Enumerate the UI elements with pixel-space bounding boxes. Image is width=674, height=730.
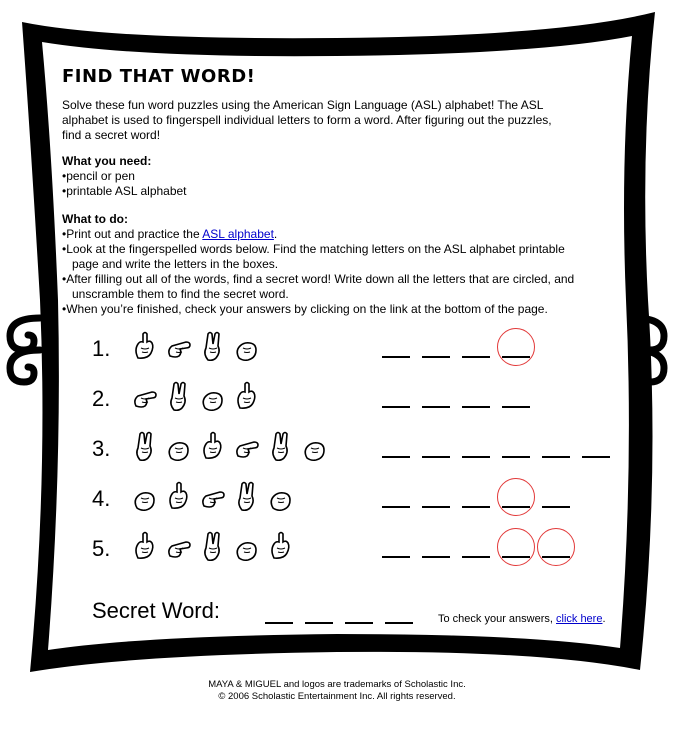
what-you-need-heading: What you need: <box>62 154 152 168</box>
what-you-need-section <box>62 154 592 199</box>
letter-blank[interactable] <box>382 406 410 408</box>
footer-copyright: © 2006 Scholastic Entertainment Inc. All rights reserved. <box>218 691 456 702</box>
letter-blank[interactable] <box>422 456 450 458</box>
letter-blank[interactable] <box>502 406 530 408</box>
fingerspelling-hand-icon <box>266 478 296 514</box>
fingerspelled-word <box>130 478 300 514</box>
todo-item-text: . <box>273 227 278 241</box>
todo-item: • When you’re finished, check your answers by clicking on the link at the bottom of the page. <box>62 302 592 317</box>
fingerspelling-hand-icon <box>130 328 160 364</box>
letter-blank[interactable] <box>462 556 490 558</box>
secret-letter-blank[interactable] <box>385 622 413 624</box>
check-answers-text <box>438 613 606 625</box>
todo-item-text: Print out and practice the <box>66 227 203 241</box>
todo-item <box>62 227 592 242</box>
puzzle-number: 2. <box>92 386 111 411</box>
letter-blank[interactable] <box>542 506 570 508</box>
fingerspelling-hand-icon <box>130 528 160 564</box>
letter-blank[interactable] <box>502 456 530 458</box>
secret-letter-blank[interactable] <box>265 622 293 624</box>
fingerspelling-hand-icon <box>300 428 330 464</box>
footer <box>0 679 674 703</box>
fingerspelling-hand-icon <box>198 328 228 364</box>
fingerspelling-hand-icon <box>130 378 160 414</box>
circled-letter-marker <box>497 328 535 366</box>
fingerspelling-hand-icon <box>164 428 194 464</box>
secret-letter-blank[interactable] <box>305 622 333 624</box>
letter-blank[interactable] <box>382 456 410 458</box>
fingerspelling-hand-icon <box>232 328 262 364</box>
fingerspelling-hand-icon <box>130 428 160 464</box>
fingerspelling-hand-icon <box>164 528 194 564</box>
circled-letter-marker <box>497 528 535 566</box>
fingerspelling-hand-icon <box>198 528 228 564</box>
fingerspelled-word <box>130 528 300 564</box>
circled-letter-marker <box>497 478 535 516</box>
need-item: • pencil or pen <box>62 169 592 184</box>
fingerspelling-hand-icon <box>164 478 194 514</box>
fingerspelling-hand-icon <box>232 528 262 564</box>
letter-blank[interactable] <box>462 456 490 458</box>
check-prefix: To check your answers, <box>438 613 556 625</box>
left-swirl-ornament <box>10 318 40 382</box>
letter-blank[interactable] <box>462 406 490 408</box>
letter-blank[interactable] <box>382 356 410 358</box>
fingerspelled-word <box>130 428 334 464</box>
puzzle-number: 1. <box>92 336 111 361</box>
fingerspelling-hand-icon <box>198 478 228 514</box>
what-to-do-section <box>62 212 592 317</box>
letter-blank[interactable] <box>422 406 450 408</box>
letter-blank[interactable] <box>582 456 610 458</box>
puzzle-number: 5. <box>92 536 111 561</box>
fingerspelling-hand-icon <box>198 428 228 464</box>
letter-blank[interactable] <box>542 456 570 458</box>
letter-blank[interactable] <box>422 506 450 508</box>
todo-item: • After filling out all of the words, find a secret word! Write down all the letters that are circled, and unscramble them to find the secret word. <box>62 272 592 302</box>
puzzle-number: 4. <box>92 486 111 511</box>
page-title: FIND THAT WORD! <box>62 66 256 87</box>
fingerspelling-hand-icon <box>266 528 296 564</box>
letter-blank[interactable] <box>462 506 490 508</box>
letter-blank[interactable] <box>422 356 450 358</box>
fingerspelling-hand-icon <box>266 428 296 464</box>
click-here-link[interactable]: click here <box>556 613 603 625</box>
asl-alphabet-link[interactable]: ASL alphabet <box>202 227 274 241</box>
fingerspelling-hand-icon <box>198 378 228 414</box>
intro-paragraph: Solve these fun word puzzles using the American Sign Language (ASL) alphabet! The ASL alphabet is used to fingerspell individual letters to form a word. After figuring out the puzzles, find a secret word! <box>62 98 552 142</box>
fingerspelling-hand-icon <box>232 478 262 514</box>
letter-blank[interactable] <box>462 356 490 358</box>
letter-blank[interactable] <box>422 556 450 558</box>
what-to-do-heading: What to do: <box>62 212 128 226</box>
fingerspelling-hand-icon <box>164 328 194 364</box>
letter-blank[interactable] <box>382 506 410 508</box>
fingerspelling-hand-icon <box>164 378 194 414</box>
secret-word-label: Secret Word: <box>92 598 220 623</box>
secret-letter-blank[interactable] <box>345 622 373 624</box>
footer-trademark: MAYA & MIGUEL and logos are trademarks of Scholastic Inc. <box>208 679 466 690</box>
fingerspelled-word <box>130 328 266 364</box>
circled-letter-marker <box>537 528 575 566</box>
letter-blank[interactable] <box>382 556 410 558</box>
puzzle-number: 3. <box>92 436 111 461</box>
need-item: • printable ASL alphabet <box>62 184 592 199</box>
fingerspelling-hand-icon <box>232 428 262 464</box>
todo-item: • Look at the fingerspelled words below. Find the matching letters on the ASL alphabet printable page and write the letters in the boxes. <box>62 242 592 272</box>
fingerspelling-hand-icon <box>232 378 262 414</box>
fingerspelled-word <box>130 378 266 414</box>
check-suffix: . <box>602 613 606 625</box>
fingerspelling-hand-icon <box>130 478 160 514</box>
